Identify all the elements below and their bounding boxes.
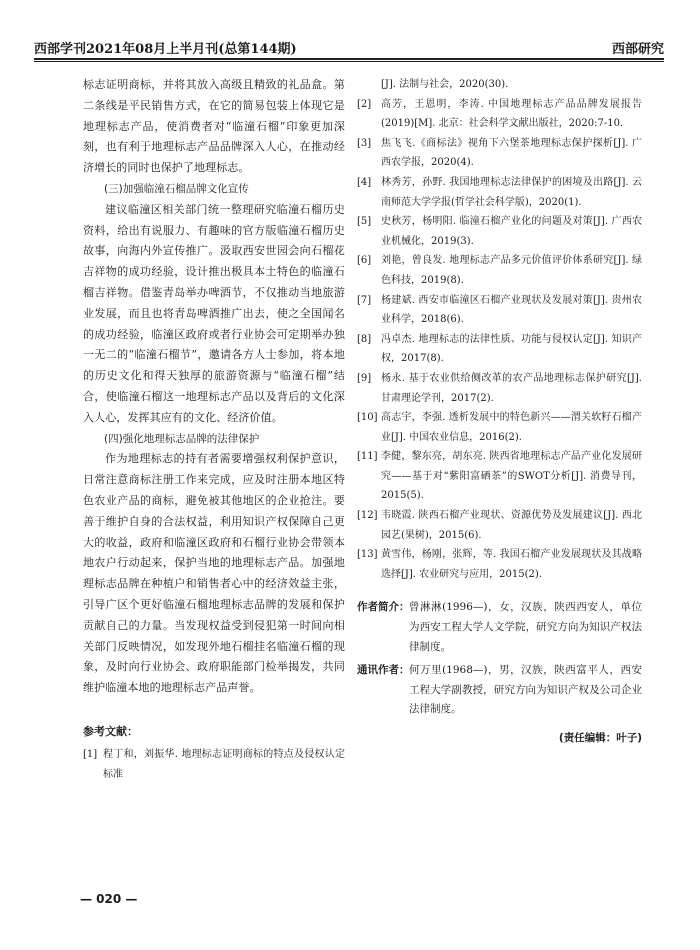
left-column xyxy=(83,75,345,784)
reference-item xyxy=(357,95,642,134)
header-rule xyxy=(34,58,664,60)
corresponding-text: 何万里(1968—)，男，汉族，陕西富平人，西安工程大学副教授，研究方向为知识产权及公司企业法律制度。 xyxy=(409,664,642,716)
reference-text: 李健，黎东亮，胡东亮. 陕西省地理标志产品产业化发展研究——基于对“紫阳富硒茶”的SWOT分析[J]. 消费导刊，2015(5). xyxy=(381,451,642,502)
reference-number: [5] xyxy=(357,216,372,228)
corresponding-label: 通讯作者： xyxy=(357,664,410,677)
reference-number: [3] xyxy=(357,137,372,149)
reference-number: [1] xyxy=(83,748,98,760)
reference-item xyxy=(357,173,642,212)
editor-note: (责任编辑：叶子) xyxy=(558,732,642,744)
reference-item xyxy=(83,745,345,784)
reference-text: 杨建斌. 西安市临潼区石榴产业现状及发展对策[J]. 贵州农业科学，2018(6). xyxy=(381,294,642,326)
reference-number: [10] xyxy=(357,412,378,424)
reference-item xyxy=(357,506,642,545)
reference-text: 高志宇，李强. 透析发展中的特色新兴——渭关软籽石榴产业[J]. 中国农业信息，2016(2). xyxy=(381,412,642,443)
author-bio xyxy=(357,598,642,657)
reference-text: 焦飞飞.《商标法》视角下六堡茶地理标志保护探析[J]. 广西农学报，2020(4). xyxy=(381,137,642,169)
reference-number: [2] xyxy=(357,98,372,110)
reference-text: 程丁和，刘振华. 地理标志证明商标的特点及侵权认定标准 xyxy=(103,748,345,780)
author-label: 作者简介： xyxy=(357,601,410,614)
reference-text: 高芳，王恩明，李涛. 中国地理标志产品品牌发展报告(2019)[M]. 北京：社会科学文献出版社，2020:7-10. xyxy=(381,98,642,130)
reference-text: 韦晓霞. 陕西石榴产业现状、资源优势及发展建议[J]. 西北园艺(果树)，2015(6). xyxy=(381,510,642,541)
reference-text: 冯卓杰. 地理标志的法律性质、功能与侵权认定[J]. 知识产权，2017(8). xyxy=(381,333,642,365)
reference-number: [8] xyxy=(357,333,372,345)
reference-continued xyxy=(357,75,642,95)
reference-text: 刘艳，曾良发. 地理标志产品多元价值评价体系研究[J]. 绿色科技，2019(8). xyxy=(381,255,642,286)
paragraph-1: 标志证明商标，并将其放入高级且精致的礼品盒。第二条线是平民销售方式，在它的简易包装上体现它是地理标志产品，使消费者对“临潼石榴”印象更加深刻，也有利于地理标志产品品牌深入人心，在推动经济增长的同时也保护了地理标志。 xyxy=(83,78,345,175)
reference-item xyxy=(357,134,642,173)
reference-number: [6] xyxy=(357,255,372,267)
corresponding-author xyxy=(357,661,642,720)
reference-number: [4] xyxy=(357,176,372,188)
reference-item xyxy=(357,369,642,408)
reference-text: 黄雪伟，杨刚，张辉，等. 我国石榴产业发展现状及其战略选择[J]. 农业研究与应用，2015(2). xyxy=(381,549,642,580)
reference-item xyxy=(357,545,642,584)
author-text: 曾淋淋(1996—)，女，汉族，陕西西安人，单位为西安工程大学人文学院，研究方向为知识产权法律制度。 xyxy=(409,601,642,653)
reference-item xyxy=(357,251,642,290)
reference-number: [13] xyxy=(357,549,378,561)
reference-number: [11] xyxy=(357,451,378,463)
reference-number: [12] xyxy=(357,510,378,522)
reference-item xyxy=(357,212,642,251)
reference-item xyxy=(357,330,642,369)
reference-item xyxy=(357,408,642,447)
reference-item xyxy=(357,291,642,330)
reference-text: 史秋芳，杨明阳. 临潼石榴产业化的问题及对策[J]. 广西农业机械化，2019(3). xyxy=(381,216,642,247)
right-column xyxy=(357,75,642,745)
running-header xyxy=(34,36,664,58)
section-title: 西部研究 xyxy=(611,42,664,57)
reference-number: [7] xyxy=(357,294,372,306)
reference-text: 林秀芳，孙野. 我国地理标志法律保护的困境及出路[J]. 云南师范大学学报(哲学社会科学版)，2020(1). xyxy=(381,176,642,208)
page-number: — 020 — xyxy=(80,892,138,906)
reference-list xyxy=(357,95,642,585)
reference-number: [9] xyxy=(357,372,372,384)
paragraph-2: 建议临潼区相关部门统一整理研究临潼石榴历史资料，给出有说服力、有趣味的官方版临潼石榴历史故事，向海内外宣传推广。汲取西安世园会向石榴花吉祥物的成功经验，设计推出极具本土特色的临潼石榴吉祥物。借鉴青岛举办啤酒节，不仅推动当地旅游业发展，而且也将青岛啤酒推广出去，使之全国闻名的成功经验，临潼区政府或者行业协会可定期举办独一无二的“临潼石榴节”，邀请各方人士参加，将本地的历史文化和得天独厚的旅游资源与“临潼石榴”结合，使临潼石榴这一地理标志产品以及背后的文化深入人心，发挥其应有的文化、经济价值。 xyxy=(83,202,345,424)
journal-title: 西部学刊2021年08月上半月刊(总第144期) xyxy=(34,42,297,57)
reference-text: [J]. 法制与社会，2020(30). xyxy=(381,79,509,90)
header-rule-thin xyxy=(34,61,664,62)
reference-text: 杨永. 基于农业供给侧改革的农产品地理标志保护研究[J]. 甘肃理论学刊，2017(2). xyxy=(381,372,642,404)
subheading-3: (三)加强临潼石榴品牌文化宣传 xyxy=(104,182,249,195)
references-title: 参考文献： xyxy=(83,724,138,738)
subheading-4: (四)强化地理标志品牌的法律保护 xyxy=(104,432,260,445)
reference-item xyxy=(357,447,642,506)
paragraph-3: 作为地理标志的持有者需要增强权利保护意识，日常注意商标注册工作来完成，应及时注册本地区特色农业产品的商标，避免被其他地区的企业抢注。要善于维护自身的合法权益，利用知识产权保障自己更大的收益，政府和临潼区政府和石榴行业协会带领本地农户行动起来，保护当地的地理标志产品。加强地理标志品牌在种植户和销售者心中的经济效益主张，引导广区个更好临潼石榴地理标志品牌的发展和保护贡献自己的力量。当发现权益受到侵犯第一时间向相关部门反映情况，如发现外地石榴挂名临潼石榴的现象，及时向行业协会、政府职能部门检举揭发，共同维护临潼本地的地理标志产品声誉。 xyxy=(83,452,345,695)
